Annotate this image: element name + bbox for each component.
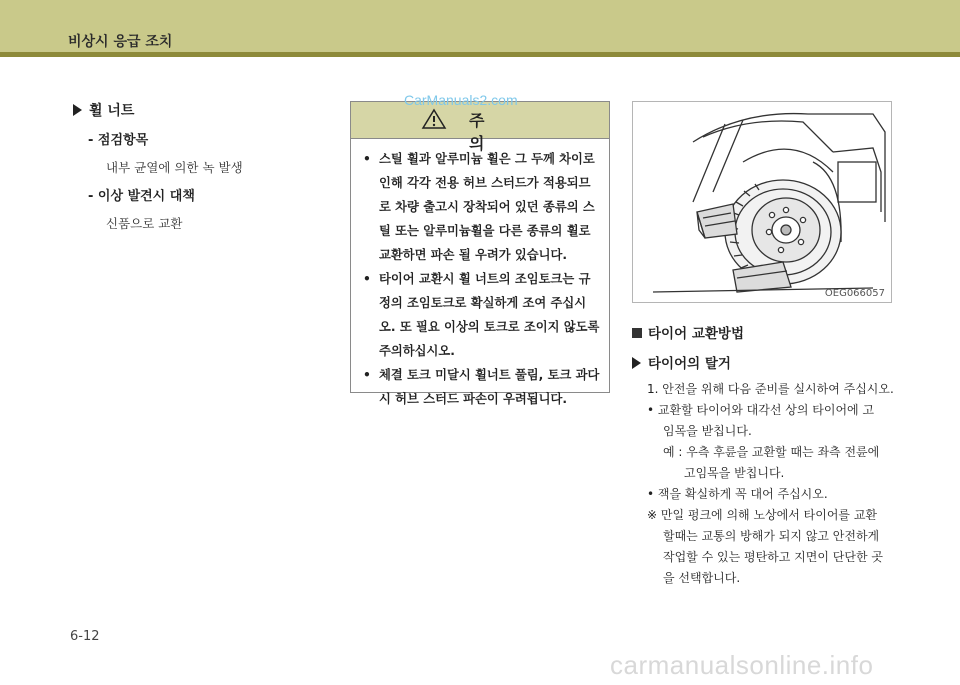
header-divider: [0, 52, 960, 57]
procedure-line: ※ 만일 펑크에 의해 노상에서 타이어를 교환: [647, 508, 878, 522]
procedure-line: 을 선택합니다.: [663, 571, 741, 585]
figure-code: OEG066057: [824, 288, 885, 299]
procedure-line: 1. 안전을 위해 다음 준비를 실시하여 주십시오.: [647, 382, 894, 396]
tire-change-heading: 타이어 교환방법: [632, 322, 894, 344]
check-item-detail: 내부 균열에 의한 녹 발생: [106, 160, 243, 175]
wheel-chock-illustration: [632, 101, 892, 303]
procedure-line: 예 : 우측 후륜을 교환할 때는 좌측 전륜에: [663, 445, 880, 459]
triangle-bullet-icon: [632, 357, 641, 369]
square-bullet-icon: [632, 328, 642, 338]
section-title: 비상시 응급 조치: [68, 34, 173, 50]
caution-list: [351, 139, 609, 411]
wheel-nut-heading: 휠 너트: [73, 100, 333, 124]
procedure-line: 할때는 교통의 방해가 되지 않고 안전하게: [663, 529, 880, 543]
caution-title: 주 의: [469, 111, 525, 153]
wheel-nut-section: [73, 100, 333, 236]
warning-triangle-icon: [421, 108, 447, 130]
caution-item: • 스틸 휠과 알루미늄 휠은 그 두께 차이로 인해 각각 전용 허브 스터드가 적용되므로 차량 출고시 장착되어 있던 종류의 스틸 또는 알루미늄휠을 다른 종류의 휠로 교환하면 파손 될 우려가 있습니다.: [363, 147, 601, 267]
procedure-line: • 교환할 타이어와 대각선 상의 타이어에 고: [647, 403, 875, 417]
procedure-line: 작업할 수 있는 평탄하고 지면이 단단한 곳: [663, 550, 883, 564]
procedure-text: [632, 379, 894, 589]
tire-removal-heading: 타이어의 탈거: [632, 352, 894, 374]
procedure-line: • 잭을 확실하게 꼭 대어 주십시오.: [647, 487, 828, 501]
remedy-label: - 이상 발견시 대책: [88, 189, 195, 204]
remedy-detail: 신품으로 교환: [106, 216, 183, 231]
tire-change-section: [632, 322, 894, 589]
caution-item: • 체결 토크 미달시 휠너트 풀림, 토크 과다시 허브 스터드 파손이 우려됩니다.: [363, 363, 601, 411]
page-number: 6-12: [70, 629, 100, 644]
site-watermark: CarManuals2.com: [404, 92, 518, 108]
check-item-label: - 점검항목: [88, 133, 149, 148]
footer-watermark: carmanualsonline.info: [610, 650, 874, 680]
procedure-line: 고임목을 받칩니다.: [684, 466, 785, 480]
procedure-line: 임목을 받칩니다.: [663, 424, 752, 438]
caution-box: [350, 101, 610, 406]
tire-chock-drawing: [633, 102, 891, 302]
triangle-bullet-icon: [73, 104, 82, 116]
caution-item: • 타이어 교환시 휠 너트의 조임토크는 규정의 조임토크로 확실하게 조여 주십시오. 또 필요 이상의 토크로 조이지 않도록 주의하십시오.: [363, 267, 601, 363]
